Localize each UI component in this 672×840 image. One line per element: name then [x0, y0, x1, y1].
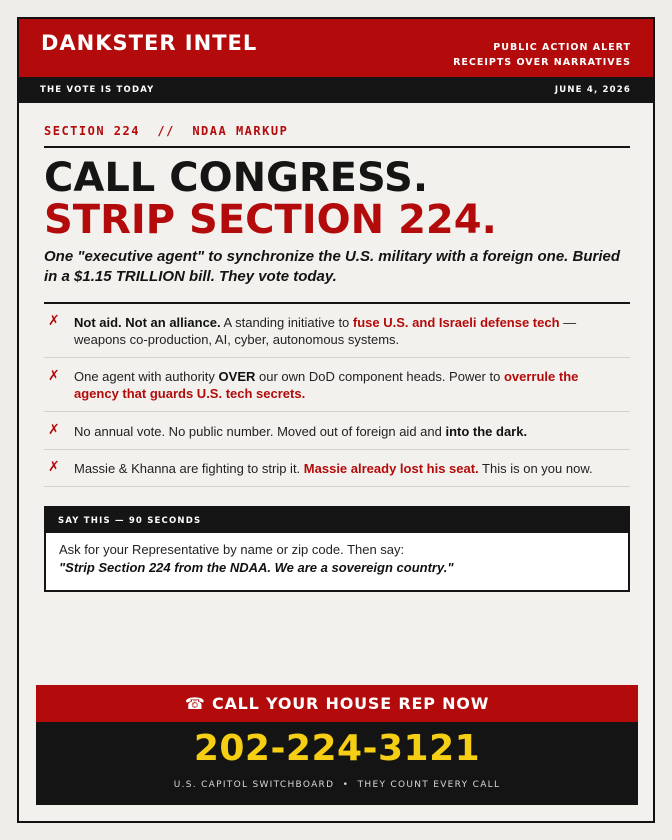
- say-this-header: [46, 508, 628, 533]
- say-this-label: SAY THIS — 90 SECONDS: [58, 516, 202, 526]
- point-line-2: weapons co-production, AI, cyber, autonomous systems.: [74, 332, 400, 347]
- point-text: [74, 314, 622, 348]
- point-text-run: A standing initiative to: [220, 315, 353, 330]
- poster-frame: [17, 17, 655, 823]
- point-highlight: Massie already lost his seat.: [303, 461, 479, 476]
- point-text-run: —: [559, 315, 577, 330]
- point-text-run: This is on you now.: [478, 461, 593, 476]
- point-text-run: No annual vote. No public number. Moved out of foreign aid and: [74, 424, 446, 439]
- say-this-script: "Strip Section 224 from the NDAA. We are a sovereign country.": [59, 560, 454, 575]
- header-bar: [19, 19, 653, 77]
- x-mark-icon: ✗: [48, 313, 60, 329]
- call-to-action[interactable]: [36, 685, 638, 805]
- point-highlight: overrule the: [503, 369, 579, 384]
- list-item: [44, 358, 630, 412]
- point-text-run: our own DoD component heads. Power to: [255, 369, 504, 384]
- call-rep-label: ☎ CALL YOUR HOUSE REP NOW: [184, 694, 490, 713]
- point-bold: Not aid. Not an alliance.: [74, 315, 221, 330]
- phone-panel: [36, 722, 638, 805]
- lede-line-1: One "executive agent" to synchronize the U.S. military with a foreign one. Buried: [44, 248, 621, 265]
- list-item: [44, 412, 630, 450]
- lede-paragraph: [44, 247, 634, 287]
- point-bold: OVER: [218, 369, 256, 384]
- alert-line-1: PUBLIC ACTION ALERT: [493, 42, 631, 53]
- list-item: [44, 303, 630, 358]
- x-mark-icon: ✗: [48, 368, 60, 384]
- point-text-run: One agent with authority: [74, 369, 219, 384]
- date-bar: [19, 77, 653, 103]
- section-kicker: SECTION 224 // NDAA MARKUP: [44, 124, 289, 138]
- point-text-run: Massie & Khanna are fighting to strip it.: [74, 461, 304, 476]
- call-rep-banner[interactable]: [36, 685, 638, 722]
- x-mark-icon: ✗: [48, 459, 60, 475]
- alert-tagline: [453, 40, 631, 70]
- point-bold: into the dark.: [445, 424, 528, 439]
- say-this-box: [44, 506, 630, 592]
- point-highlight-line-2: agency that guards U.S. tech secrets.: [74, 386, 306, 401]
- x-mark-icon: ✗: [48, 422, 60, 438]
- points-list: [44, 303, 630, 487]
- point-highlight: fuse U.S. and Israeli defense tech: [352, 315, 560, 330]
- divider: [44, 146, 630, 148]
- point-text: [74, 460, 622, 477]
- phone-number[interactable]: 202-224-3121: [193, 728, 481, 769]
- alert-line-2: RECEIPTS OVER NARRATIVES: [453, 57, 631, 68]
- switchboard-caption: U.S. CAPITOL SWITCHBOARD • THEY COUNT EVERY CALL: [173, 780, 501, 790]
- list-item: [44, 450, 630, 487]
- lede-line-2: in a $1.15 TRILLION bill. They vote today.: [44, 268, 337, 285]
- point-text: [74, 423, 622, 440]
- date-label: JUNE 4, 2026: [554, 85, 631, 95]
- vote-status: THE VOTE IS TODAY: [40, 85, 155, 95]
- point-text: [74, 368, 622, 402]
- headline-line-2: STRIP SECTION 224.: [44, 197, 497, 243]
- brand-logo: DANKSTER INTEL: [41, 31, 258, 55]
- headline-line-1: CALL CONGRESS.: [44, 155, 429, 201]
- say-this-instruction: Ask for your Representative by name or zip code. Then say:: [59, 542, 405, 557]
